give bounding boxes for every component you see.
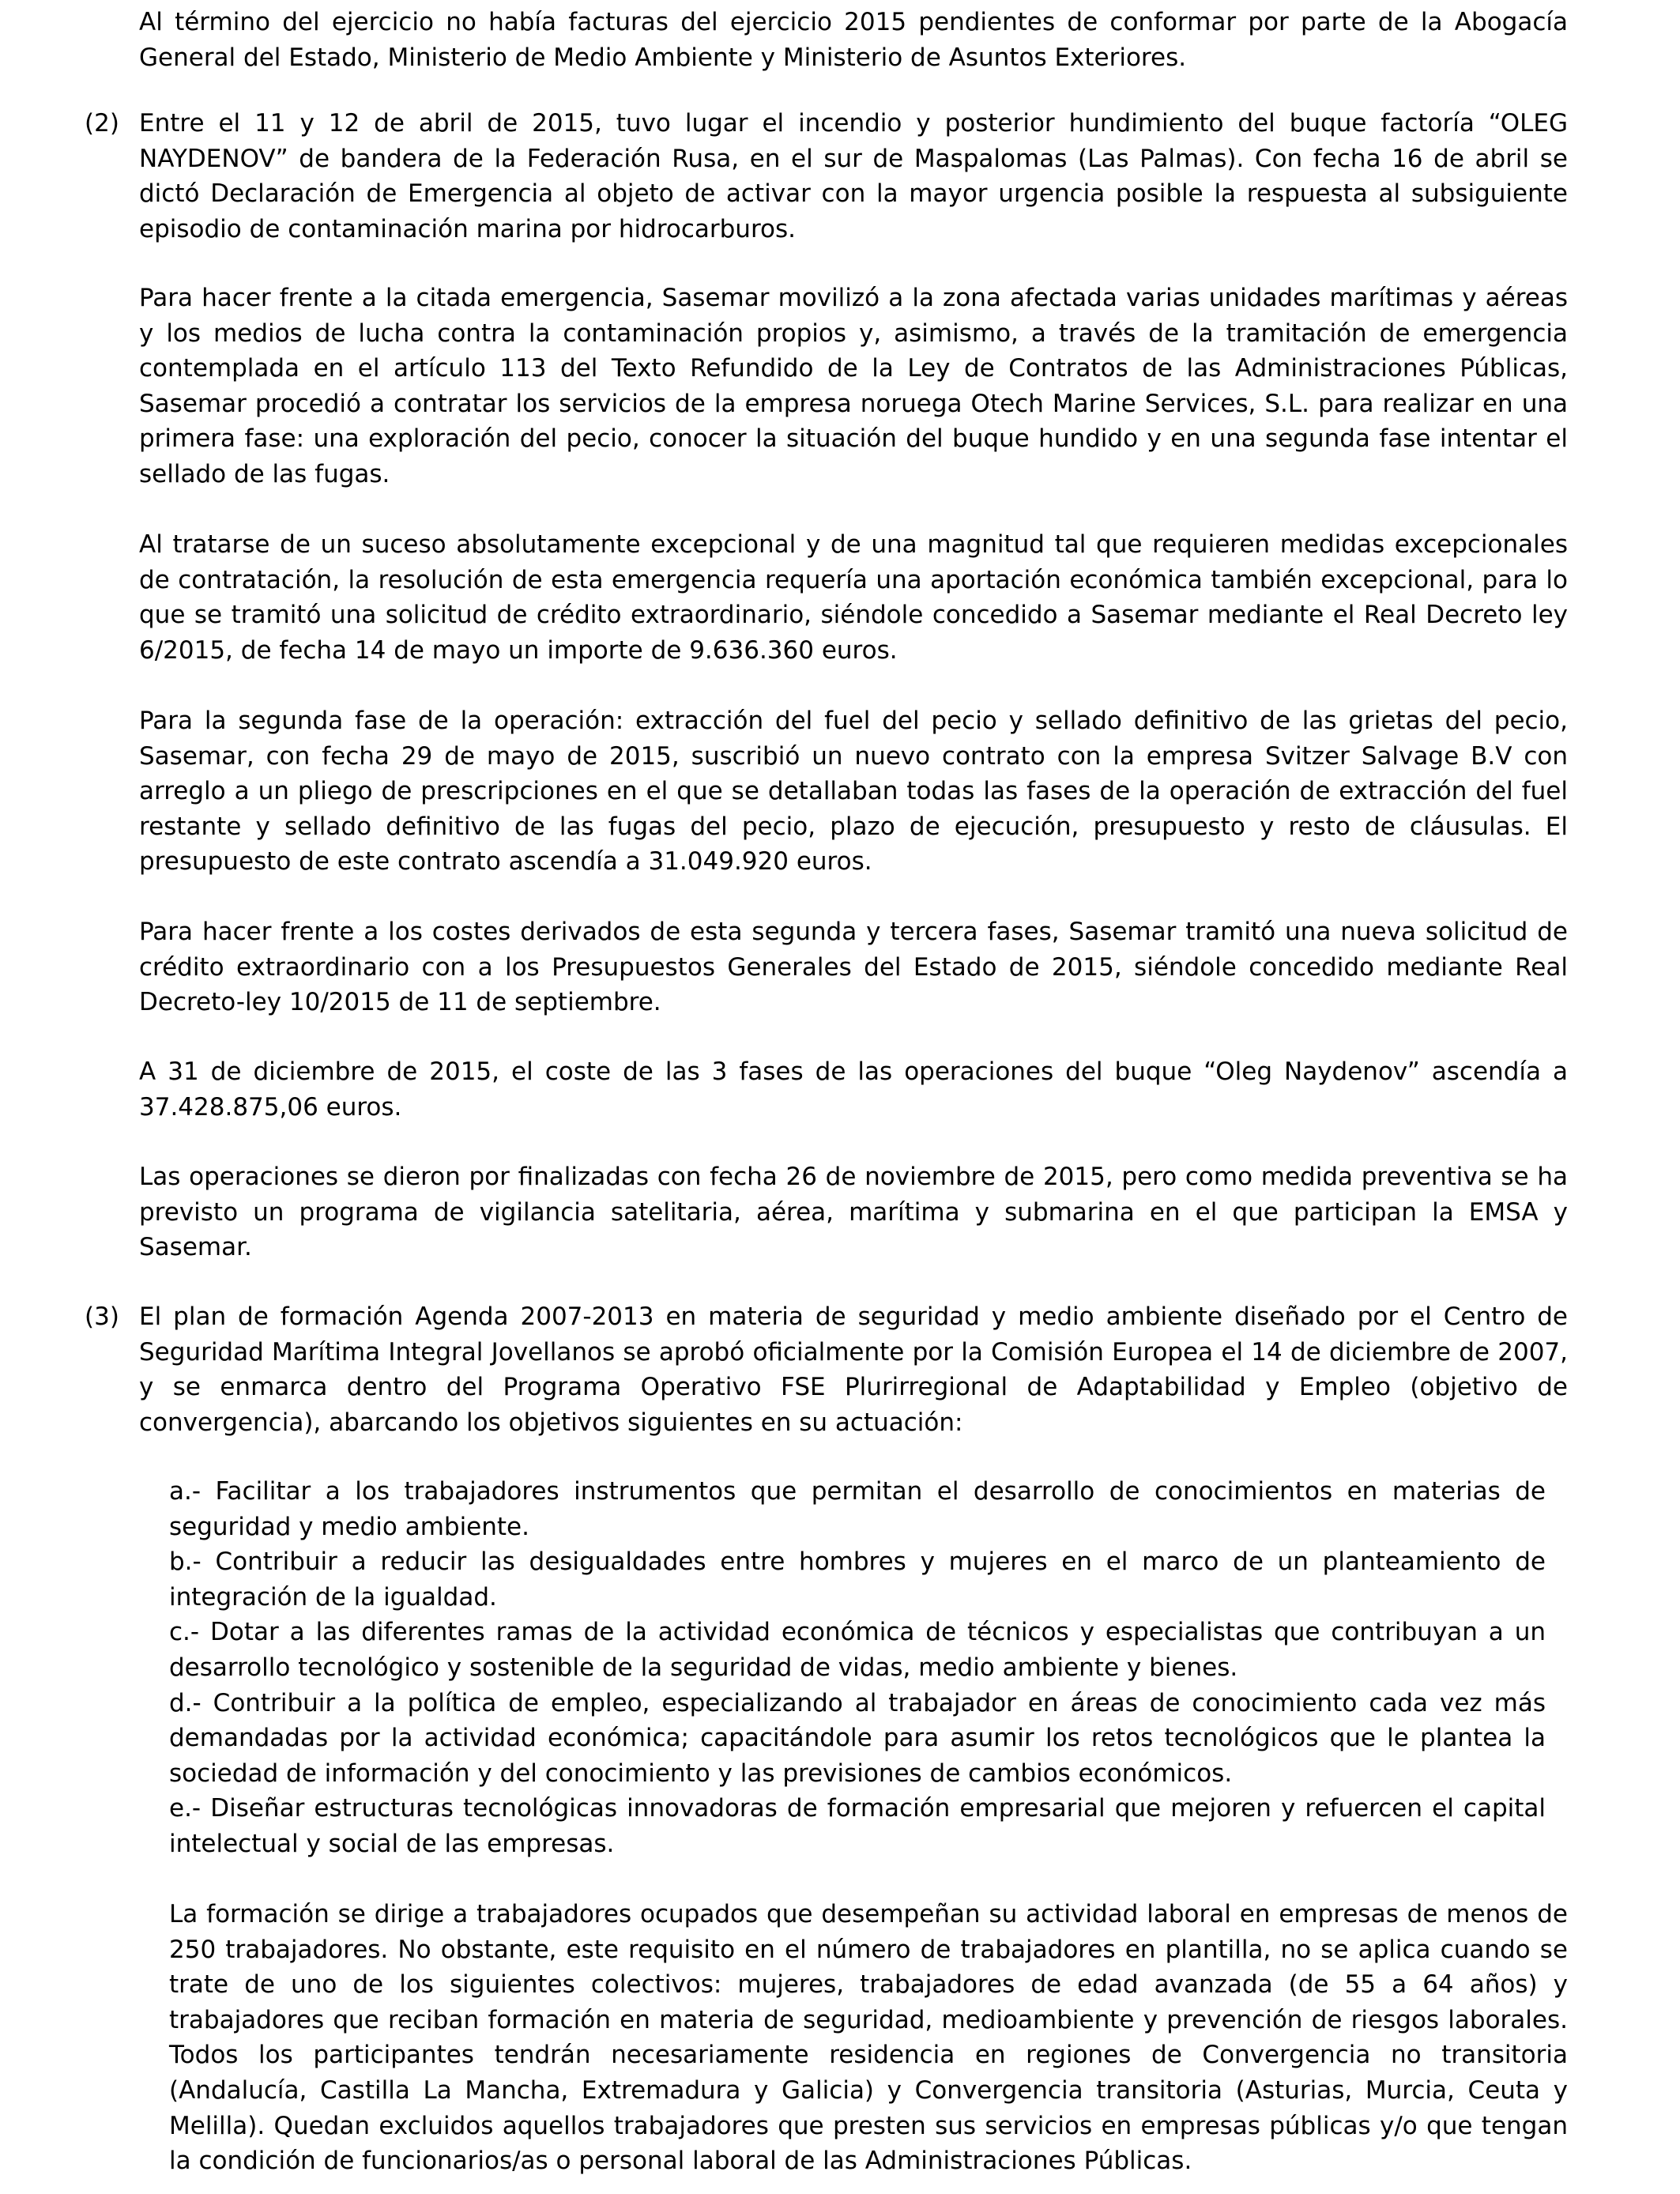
- list-item: a.- Facilitar a los trabajadores instrumentos que permitan el desarrollo de conocimientos en materias de seguridad y medio ambiente.: [169, 1477, 1546, 1541]
- objectives-list: [169, 1474, 1546, 1862]
- note-2-marker: (2): [85, 109, 119, 138]
- note-2-paragraph-1: Entre el 11 y 12 de abril de 2015, tuvo lugar el incendio y posterior hundimiento del buque factoría “OLEG NAYDENOV” de bandera de la Federación Rusa, en el sur de Maspalomas (Las Palmas). Con fecha 16 de abril se dictó Declaración de Emergencia al objeto de activar con la mayor urgencia posible la respuesta al subsiguiente episodio de contaminación marina por hidrocarburos.: [139, 109, 1568, 243]
- list-item: c.- Dotar a las diferentes ramas de la actividad económica de técnicos y especialistas que contribuyan a un desarrollo tecnológico y sostenible de la seguridad de vidas, medio ambiente y bienes.: [169, 1618, 1546, 1682]
- note-2-paragraph-7: Las operaciones se dieron por finalizadas con fecha 26 de noviembre de 2015, pero como medida preventiva se ha previsto un programa de vigilancia satelitaria, aérea, marítima y submarina en el que participan la EMSA y Sasemar.: [139, 1163, 1568, 1262]
- note-2-paragraph-6: A 31 de diciembre de 2015, el coste de las 3 fases de las operaciones del buque “Oleg Naydenov” ascendía a 37.428.875,06 euros.: [139, 1057, 1568, 1122]
- note-2-paragraph-5: Para hacer frente a los costes derivados de esta segunda y tercera fases, Sasemar tramitó una nueva solicitud de crédito extraordinario con a los Presupuestos Generales del Estado de 2015, siéndole concedido mediante Real Decreto-ley 10/2015 de 11 de septiembre.: [139, 918, 1568, 1017]
- list-item: d.- Contribuir a la política de empleo, especializando al trabajador en áreas de conocimiento cada vez más demandadas por la actividad económica; capacitándole para asumir los retos tecnológicos que le plantea la sociedad de información y del conocimiento y las previsiones de cambios económicos.: [169, 1688, 1546, 1788]
- note-3-paragraph-2: La formación se dirige a trabajadores ocupados que desempeñan su actividad laboral en empresas de menos de 250 trabajadores. No obstante, este requisito en el número de trabajadores en plantilla, no se aplica cuando se trate de uno de los siguientes colectivos: mujeres, trabajadores de edad avanzada (de 55 a 64 años) y trabajadores que reciban formación en materia de seguridad, medioambiente y prevención de riesgos laborales. Todos los participantes tendrán necesariamente residencia en regiones de Convergencia no transitoria (Andalucía, Castilla La Mancha, Extremadura y Galicia) y Convergencia transitoria (Asturias, Murcia, Ceuta y Melilla). Quedan excluidos aquellos trabajadores que presten sus servicios en empresas públicas y/o que tengan la condición de funcionarios/as o personal laboral de las Administraciones Públicas.: [169, 1900, 1568, 2176]
- note-2-paragraph-4: Para la segunda fase de la operación: extracción del fuel del pecio y sellado definitivo de las grietas del pecio, Sasemar, con fecha 29 de mayo de 2015, suscribió un nuevo contrato con la empresa Svitzer Salvage B.V con arreglo a un pliego de prescripciones en el que se detallaban todas las fases de la operación de extracción del fuel restante y sellado definitivo de las fugas del pecio, plazo de ejecución, presupuesto y resto de cláusulas. El presupuesto de este contrato ascendía a 31.049.920 euros.: [139, 707, 1568, 876]
- list-item: e.- Diseñar estructuras tecnológicas innovadoras de formación empresarial que mejoren y refuercen el capital intelectual y social de las empresas.: [169, 1794, 1546, 1858]
- note-3-marker: (3): [85, 1302, 119, 1331]
- list-item: b.- Contribuir a reducir las desigualdades entre hombres y mujeres en el marco de un planteamiento de integración de la igualdad.: [169, 1547, 1546, 1612]
- note-3-paragraph-1: El plan de formación Agenda 2007-2013 en materia de seguridad y medio ambiente diseñado por el Centro de Seguridad Marítima Integral Jovellanos se aprobó oficialmente por la Comisión Europea el 14 de diciembre de 2007, y se enmarca dentro del Programa Operativo FSE Plurirregional de Adaptabilidad y Empleo (objetivo de convergencia), abarcando los objetivos siguientes en su actuación:: [139, 1302, 1568, 1437]
- note-2-paragraph-3: Al tratarse de un suceso absolutamente excepcional y de una magnitud tal que requieren medidas excepcionales de contratación, la resolución de esta emergencia requería una aportación económica también excepcional, para lo que se tramitó una solicitud de crédito extraordinario, siéndole concedido a Sasemar mediante el Real Decreto ley 6/2015, de fecha 14 de mayo un importe de 9.636.360 euros.: [139, 530, 1568, 665]
- note-2-paragraph-2: Para hacer frente a la citada emergencia, Sasemar movilizó a la zona afectada varias unidades marítimas y aéreas y los medios de lucha contra la contaminación propios y, asimismo, a través de la tramitación de emergencia contemplada en el artículo 113 del Texto Refundido de la Ley de Contratos de las Administraciones Públicas, Sasemar procedió a contratar los servicios de la empresa noruega Otech Marine Services, S.L. para realizar en una primera fase: una exploración del pecio, conocer la situación del buque hundido y en una segunda fase intentar el sellado de las fugas.: [139, 284, 1568, 488]
- intro-paragraph: Al término del ejercicio no había facturas del ejercicio 2015 pendientes de conformar por parte de la Abogacía General del Estado, Ministerio de Medio Ambiente y Ministerio de Asuntos Exteriores.: [139, 8, 1568, 72]
